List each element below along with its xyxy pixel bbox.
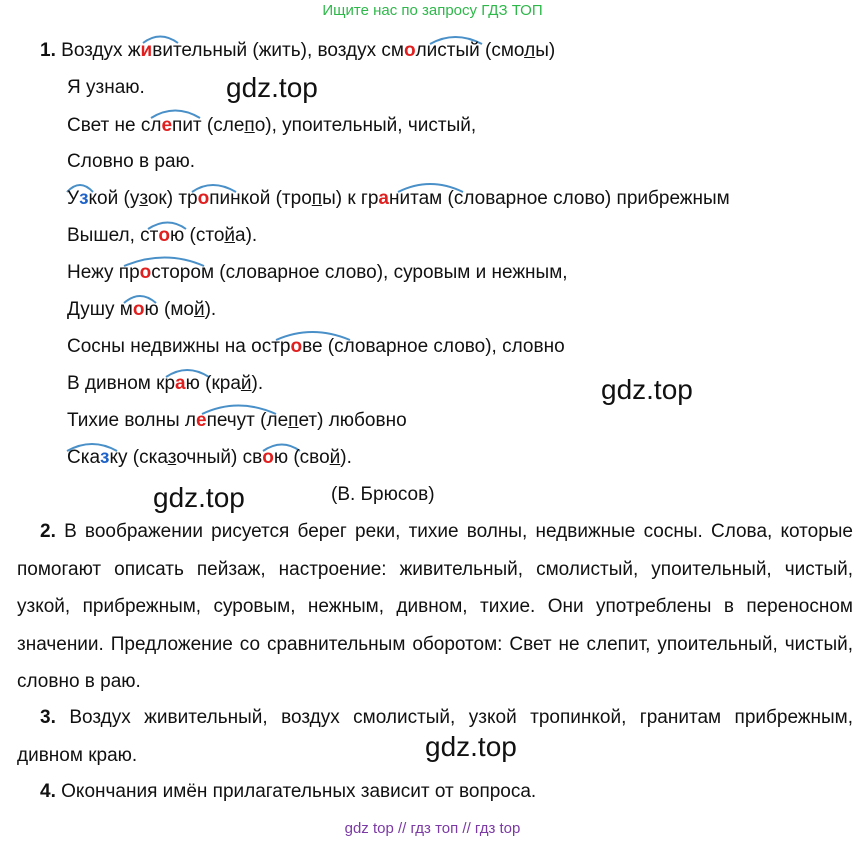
header-banner: Ищите нас по запросу ГДЗ ТОП [322,2,543,19]
task-2-paragraph: 2. В воображении рисуется берег реки, тихие волны, недвижные сосны. Слова, которые помогают описать пейзаж, настроение: живительный, смолистый, упоительный, чистый, узкой, прибрежным, суровым, нежным, дивном, тихие. Они употреблены в переносном значении. Предложение со сравнительным оборотом: Свет не слепит, упоительный, чистый, словно в раю. [17,521,854,692]
poem-line-7: Нежу простором (словарное слово), суровым и нежным, [67,262,568,283]
task-number: 4. [40,781,56,802]
poem-line-2: Я узнаю. [67,77,145,98]
poem-line-4: Словно в раю. [67,151,196,172]
poem-line-1: 1. Воздух живительный (жить), воздух смолистый (смолы) [40,40,556,61]
watermark: gdz.top [425,731,517,762]
poem-line-9: Сосны недвижны на острове (словарное слово), словно [67,336,565,357]
task-4-paragraph: 4. Окончания имён прилагательных зависит от вопроса. [40,781,537,802]
watermark: gdz.top [601,374,693,405]
watermark: gdz.top [226,72,318,103]
watermark: gdz.top [153,482,245,513]
footer-links: gdz top // гдз топ // гдз top [344,820,521,837]
poem-line-5: Узкой (узок) тропинкой (тропы) к гранитам (словарное слово) прибрежным [67,188,730,209]
task-number: 3. [40,707,56,728]
task-number: 2. [40,521,56,542]
poem-line-12: Сказку (сказочный) свою (свой). [67,447,352,468]
poem-author: (В. Брюсов) [331,484,435,505]
poem-line-11: Тихие волны лепечут (лепет) любовно [67,410,407,431]
poem-line-6: Вышел, стою (стойа). [67,225,258,246]
task-number: 1. [40,40,56,61]
poem-line-3: Свет не слепит (слепо), упоительный, чистый, [67,115,477,136]
poem-line-10: В дивном краю (край). [67,373,264,394]
task-3-paragraph: 3. Воздух живительный, воздух смолистый, узкой тропинкой, гранитам прибрежным, дивном краю. [17,707,853,766]
poem-line-8: Душу мою (мой). [67,299,217,320]
